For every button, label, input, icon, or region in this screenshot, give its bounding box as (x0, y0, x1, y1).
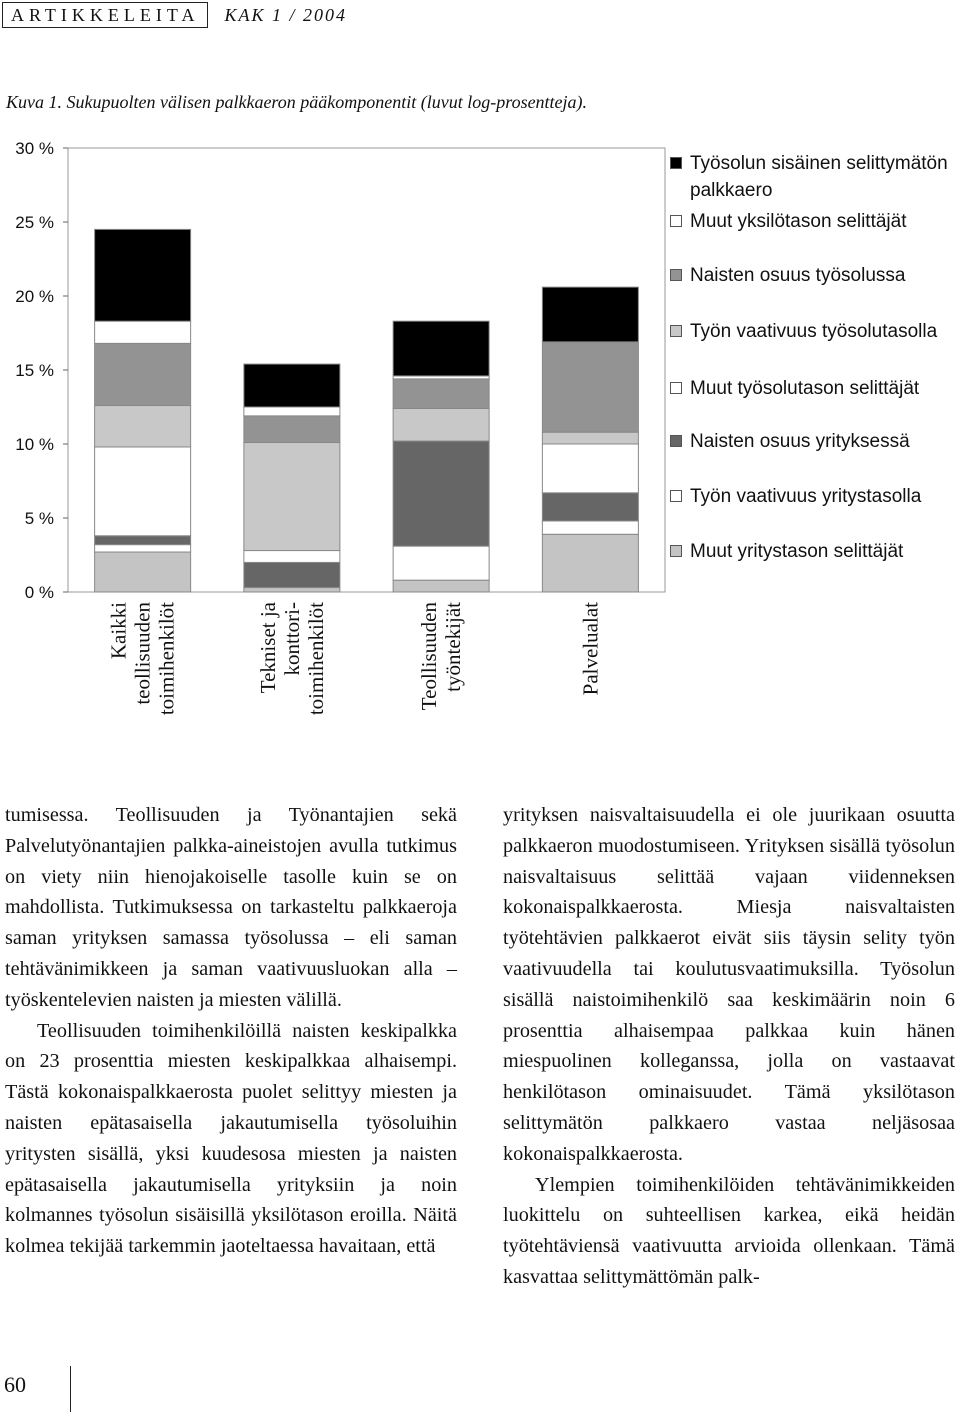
footer-divider (70, 1366, 71, 1412)
paragraph: Teollisuuden toimihenkilöillä naisten keskipalkka on 23 prosenttia miesten keskipalkkaa alhaisempi. Tästä kokonaispalkkaerosta puolet selittyy miesten ja naisten epätasaisella jakautumisella työsoluihin yritysten sisällä, yksi kuudesosa miesten ja naisten epätasaisella jakautumisella yrityksiin ja noin kolmannes työsolun sisäisillä yksilötason eroilla. Näitä kolmea tekijää tarkemmin jaoteltaessa havaitaan, että (5, 1019, 457, 1258)
legend-swatch (670, 545, 682, 557)
bar-segment (244, 443, 340, 551)
y-tick-label: 20 % (15, 287, 54, 306)
category-label: Kaikki (106, 602, 131, 660)
legend-label: Työn vaativuus työsolutasolla (690, 321, 938, 342)
bar-segment (542, 342, 638, 432)
legend-entry (670, 150, 960, 204)
legend-entry (670, 375, 960, 402)
y-tick-label: 15 % (15, 361, 54, 380)
bar-segment (95, 321, 191, 343)
category-label: konttori- (279, 602, 304, 676)
bar-segment (542, 493, 638, 521)
legend-entry (670, 538, 960, 565)
paragraph: Ylempien toimihenkilöiden tehtävänimikkeiden luokittelu on suhteellisen karkea, eikä heidän työtehtäviensä vaativuutta arvioida ollenkaan. Tämä kasvattaa selittymättömän palk- (503, 1173, 955, 1288)
bar-segment (542, 444, 638, 493)
bar-segment (95, 343, 191, 405)
y-tick-label: 10 % (15, 435, 54, 454)
bar-segment (393, 441, 489, 546)
category-label: Palvelualat (578, 602, 603, 696)
legend-label: Työsolun sisäinen selittymätön palkkaero (690, 153, 948, 201)
legend-entry (670, 318, 960, 345)
bar-segment (542, 287, 638, 342)
legend-entry (670, 428, 960, 455)
category-label: teollisuuden (130, 602, 155, 705)
bar-segment (393, 379, 489, 409)
y-tick-label: 25 % (15, 213, 54, 232)
bar-segment (95, 552, 191, 592)
bar-segment (244, 416, 340, 443)
legend-swatch (670, 490, 682, 502)
legend-label: Muut yksilötason selittäjät (690, 211, 907, 232)
legend-entry (670, 483, 960, 510)
bar-segment (95, 536, 191, 545)
bar-segment (542, 521, 638, 534)
legend-entry (670, 262, 960, 289)
y-tick-label: 0 % (24, 583, 54, 602)
bar-segment (95, 229, 191, 321)
legend-label: Naisten osuus yrityksessä (690, 431, 910, 452)
bar-segment (244, 588, 340, 592)
bar-segment (95, 447, 191, 536)
bar-segment (393, 580, 489, 592)
paragraph: tumisessa. Teollisuuden ja Työnantajien sekä Palvelutyönantajien palkka-aineistojen avulla tutkimus on viety niin hienojakoiselle tasolle kuin se on mahdollista. Tutkimuksessa on tarkasteltu palkkaeroja saman yrityksen samassa työsolussa – eli saman tehtävänimikkeen ja saman vaativuusluokan alla – työskentelevien naisten ja miesten välillä. (5, 804, 457, 1011)
bar-segment (95, 545, 191, 552)
figure-caption: Kuva 1. Sukupuolten välisen palkkaeron pääkomponentit (luvut log-prosentteja). (6, 92, 588, 112)
category-label: työntekijät (441, 602, 466, 692)
legend-label: Muut yritystason selittäjät (690, 541, 904, 562)
legend-swatch (670, 269, 682, 281)
page-number: 60 (4, 1372, 26, 1397)
legend-swatch (670, 382, 682, 394)
bar-segment (95, 406, 191, 447)
text-column-left (5, 800, 457, 1262)
bar-segment (393, 546, 489, 580)
legend-entry (670, 208, 960, 235)
bar-segment (244, 407, 340, 416)
category-label: Teollisuuden (417, 602, 442, 711)
category-label: toimihenkilöt (154, 602, 179, 716)
legend-swatch (670, 435, 682, 447)
bar-segment (244, 551, 340, 563)
legend-label: Naisten osuus työsolussa (690, 265, 906, 286)
legend-swatch (670, 157, 682, 169)
issue-label: KAK 1 / 2004 (224, 4, 347, 25)
bar-segment (244, 364, 340, 407)
legend-swatch (670, 215, 682, 227)
legend-label: Muut työsolutason selittäjät (690, 378, 920, 399)
y-tick-label: 30 % (15, 139, 54, 158)
legend-label: Työn vaativuus yritystasolla (690, 486, 922, 507)
bar-segment (542, 432, 638, 444)
paragraph: yrityksen naisvaltaisuudella ei ole juurikaan osuutta palkkaeron muodostumiseen. Yrityksen sisällä työsolun naisvaltaisuus selittää vajaan viidenneksen kokonaispalkkaerosta. Miesja naisvaltaisten työtehtävien palkkaerot eivät siis täysin selity työn vaativuudella tai koulutusvaatimuksilla. Työsolun sisällä naistoimihenkilö saa keskimäärin noin 6 prosenttia alhaisempaa palkkaa kuin hänen miespuolinen kolleganssa, jolla on vastaavat henkilötason ominaisuudet. Tämä yksilötason selittymätön palkkaero vastaa neljäsosaa kokonaispalkkaerosta. (503, 804, 955, 1165)
bar-segment (542, 534, 638, 592)
category-label: toimihenkilöt (303, 602, 328, 716)
category-label: Tekniset ja (255, 602, 280, 694)
bar-segment (244, 562, 340, 587)
section-label: ARTIKKELEITA (2, 2, 208, 28)
legend-swatch (670, 325, 682, 337)
y-tick-label: 5 % (24, 509, 54, 528)
bar-segment (393, 408, 489, 441)
running-header (2, 2, 347, 28)
bar-segment (393, 321, 489, 376)
text-column-right (503, 800, 955, 1293)
